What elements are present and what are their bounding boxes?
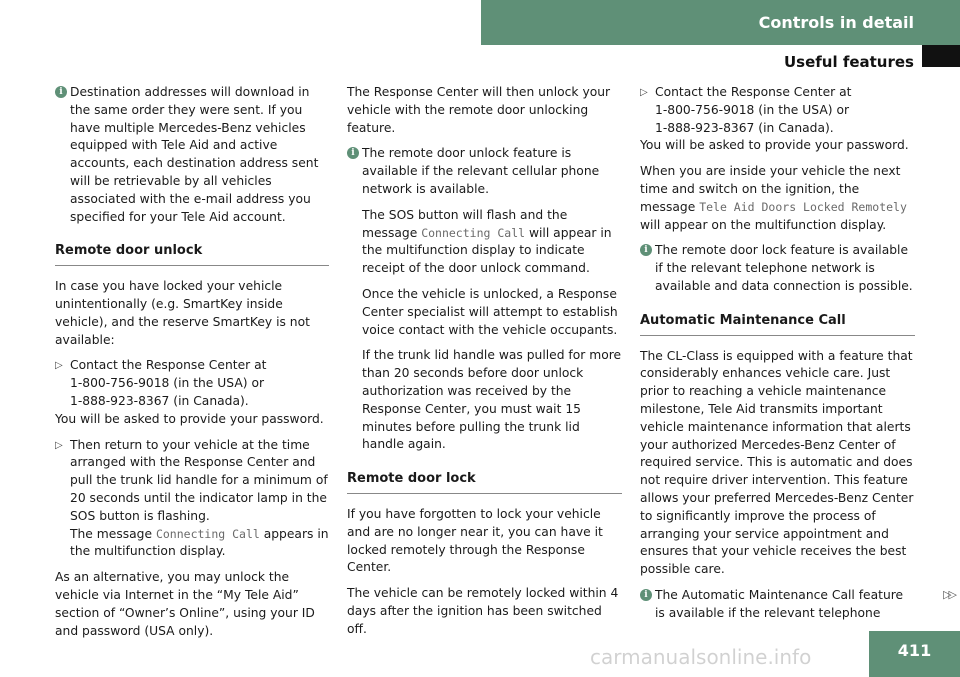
paragraph: The CL-Class is equipped with a feature that considerably enhances vehicle care. Just prior to reaching a vehicle maintenance milestone, Tele Aid transmits important vehicle maintenance information that alerts your authorized Mercedes-Benz Center of required service. This is automatic and does not require driver intervention. This feature allows your preferred Mercedes-Benz Center to significantly improve the process of arranging your service appointment and ensures that your vehicle receives the best possible care. <box>640 348 914 577</box>
info-icon: i <box>640 244 652 256</box>
bullet-item <box>55 357 329 428</box>
bullet-line: You will be asked to provide your password. <box>55 411 324 426</box>
heading-automatic-maintenance-call: Automatic Maintenance Call <box>640 312 915 336</box>
paragraph: As an alternative, you may unlock the vehicle via Internet in the “My Tele Aid” section of “Owner’s Online”, using your ID and password (USA only). <box>55 570 315 638</box>
bullet-line: You will be asked to provide your password. <box>640 138 909 153</box>
next-page-arrow-icon: ▷▷ <box>943 588 954 601</box>
bullet-text: Then return to your vehicle at the time arranged with the Response Center and pull the trunk lid handle for a minimum of 20 seconds until the indicator lamp in the SOS button is flashing. <box>70 437 328 523</box>
text-segment: The SOS button will flash and the message <box>362 207 568 240</box>
paragraph: In case you have locked your vehicle unintentionally (e.g. SmartKey inside vehicle), and the reserve SmartKey is not available: <box>55 279 310 347</box>
section-header <box>481 0 960 45</box>
page-number <box>869 631 960 677</box>
paragraph <box>347 207 622 278</box>
bullet-arrow-icon: ▷ <box>640 87 648 98</box>
bullet-message <box>70 526 329 562</box>
bullet-item <box>55 437 329 562</box>
display-message: Connecting Call <box>155 526 260 541</box>
section-title: Controls in detail <box>758 13 914 32</box>
text-segment: When you are inside your vehicle the next time and switch on the ignition, the message <box>640 164 901 214</box>
text-segment: The message <box>70 526 156 541</box>
info-icon: i <box>640 589 652 601</box>
paragraph <box>640 163 915 234</box>
paragraph: The vehicle can be remotely locked within 4 days after the ignition has been switched off. <box>347 586 619 636</box>
info-note <box>640 242 915 295</box>
display-message: Connecting Call <box>421 225 526 240</box>
heading-remote-door-lock: Remote door lock <box>347 470 622 494</box>
info-text: The remote door lock feature is available if the relevant telephone network is available and data connection is possible. <box>655 243 913 293</box>
paragraph: If you have forgotten to lock your vehicle and are no longer near it, you can have it locked remotely through the Response Center. <box>347 506 603 575</box>
text-segment: appears in the multifunction display. <box>70 526 329 559</box>
page-number-text: 411 <box>897 641 932 660</box>
info-text: The remote door unlock feature is available if the relevant cellular phone network is available. <box>362 146 600 196</box>
bullet-line: 1-800-756-9018 (in the USA) or <box>655 102 850 117</box>
heading-remote-door-unlock: Remote door unlock <box>55 242 329 266</box>
bullet-arrow-icon: ▷ <box>55 439 63 451</box>
bullet-line: 1-888-923-8367 (in Canada). <box>655 120 834 135</box>
bullet-line: Contact the Response Center at <box>70 358 267 373</box>
header-tab <box>922 45 960 67</box>
info-text: Destination addresses will download in the same order they were sent. If you have multiple Mercedes-Benz vehicles equipped with Tele Aid and active accounts, each destination address sent will be retrievable by all vehicles associated with the e-mail address you specified for your Tele Aid account. <box>70 85 319 224</box>
paragraph: If the trunk lid handle was pulled for more than 20 seconds before door unlock authorization was received by the Response Center, you must wait 15 minutes before pulling the trunk lid handle again. <box>362 348 622 452</box>
bullet-line: Contact the Response Center at <box>655 85 852 99</box>
subsection-title: Useful features <box>783 53 914 71</box>
info-note <box>347 145 622 198</box>
bullet-line: 1-800-756-9018 (in the USA) or <box>70 376 265 391</box>
text-segment: will appear in the multifunction display to indicate receipt of the door unlock command. <box>362 225 612 276</box>
bullet-item <box>640 84 915 155</box>
bullet-line: 1-888-923-8367 (in Canada). <box>70 393 249 408</box>
info-icon: i <box>347 147 359 159</box>
watermark: carmanualsonline.info <box>590 645 812 669</box>
info-note <box>640 587 915 623</box>
info-note <box>55 84 329 226</box>
text-segment: will appear on the multifunction display. <box>640 217 887 232</box>
bullet-arrow-icon: ▷ <box>55 360 63 372</box>
paragraph: The Response Center will then unlock your vehicle with the remote door unlocking feature. <box>347 85 611 135</box>
column-1 <box>55 84 329 648</box>
info-icon: i <box>55 86 67 98</box>
column-2 <box>347 84 622 647</box>
paragraph: Once the vehicle is unlocked, a Response Center specialist will attempt to establish voice contact with the vehicle occupants. <box>362 286 618 337</box>
info-text: The Automatic Maintenance Call feature is available if the relevant telephone <box>655 587 904 620</box>
column-3 <box>640 84 915 631</box>
display-message: Tele Aid Doors Locked Remotely <box>699 199 907 214</box>
